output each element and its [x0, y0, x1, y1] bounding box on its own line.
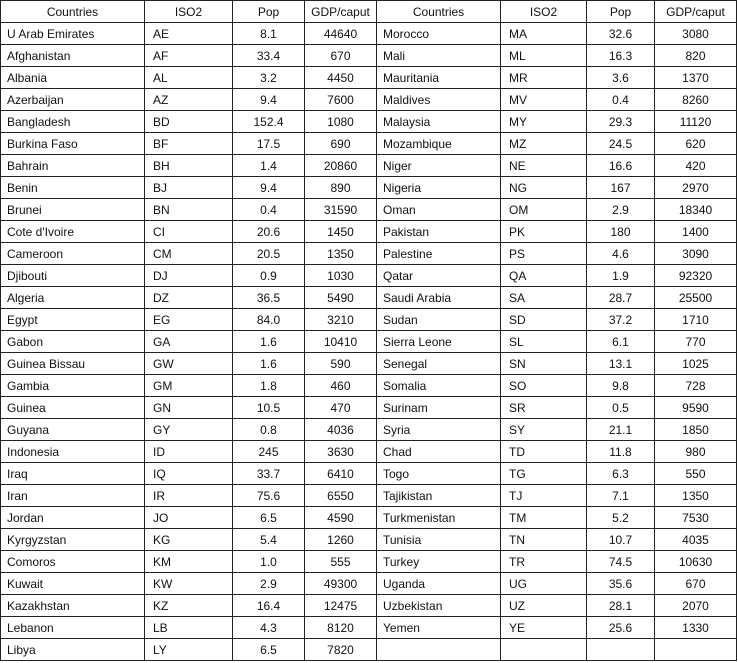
- iso2-cell: JO: [145, 507, 233, 529]
- iso2-cell: NG: [501, 177, 587, 199]
- iso2-cell: SN: [501, 353, 587, 375]
- pop-cell: 36.5: [233, 287, 305, 309]
- iso2-cell: TN: [501, 529, 587, 551]
- iso2-cell: AE: [145, 23, 233, 45]
- gdp-cell: 20860: [305, 155, 377, 177]
- pop-cell: 10.5: [233, 397, 305, 419]
- country-cell: Benin: [1, 177, 145, 199]
- iso2-cell: AL: [145, 67, 233, 89]
- country-cell: Cote d'Ivoire: [1, 221, 145, 243]
- gdp-cell: 92320: [655, 265, 737, 287]
- gdp-cell: 590: [305, 353, 377, 375]
- pop-cell: 16.6: [587, 155, 655, 177]
- pop-cell: 20.6: [233, 221, 305, 243]
- pop-cell: 37.2: [587, 309, 655, 331]
- country-cell: Kuwait: [1, 573, 145, 595]
- gdp-cell: 4035: [655, 529, 737, 551]
- country-cell: Uzbekistan: [377, 595, 501, 617]
- iso2-cell: AZ: [145, 89, 233, 111]
- pop-cell: 75.6: [233, 485, 305, 507]
- country-cell: Brunei: [1, 199, 145, 221]
- iso2-cell: UG: [501, 573, 587, 595]
- pop-cell: 28.7: [587, 287, 655, 309]
- country-cell: Jordan: [1, 507, 145, 529]
- gdp-cell: 555: [305, 551, 377, 573]
- gdp-cell: 7530: [655, 507, 737, 529]
- gdp-cell: 18340: [655, 199, 737, 221]
- pop-cell: 29.3: [587, 111, 655, 133]
- pop-cell: 35.6: [587, 573, 655, 595]
- gdp-cell: 620: [655, 133, 737, 155]
- gdp-cell: 1260: [305, 529, 377, 551]
- pop-cell: 24.5: [587, 133, 655, 155]
- iso2-cell: YE: [501, 617, 587, 639]
- gdp-cell: 3630: [305, 441, 377, 463]
- gdp-cell: 770: [655, 331, 737, 353]
- column-header: Countries: [377, 1, 501, 23]
- column-header: Pop: [233, 1, 305, 23]
- pop-cell: 152.4: [233, 111, 305, 133]
- iso2-cell: KM: [145, 551, 233, 573]
- iso2-cell: DZ: [145, 287, 233, 309]
- country-cell: Syria: [377, 419, 501, 441]
- pop-cell: 0.8: [233, 419, 305, 441]
- iso2-cell: IQ: [145, 463, 233, 485]
- country-cell: Turkey: [377, 551, 501, 573]
- iso2-cell: UZ: [501, 595, 587, 617]
- table-row: [1, 573, 737, 595]
- table-row: [1, 155, 737, 177]
- pop-cell: 5.4: [233, 529, 305, 551]
- pop-cell: 2.9: [587, 199, 655, 221]
- iso2-cell: GY: [145, 419, 233, 441]
- gdp-cell: 1330: [655, 617, 737, 639]
- table-row: [1, 265, 737, 287]
- iso2-cell: MZ: [501, 133, 587, 155]
- iso2-cell: KG: [145, 529, 233, 551]
- table-row: [1, 419, 737, 441]
- table-row: [1, 441, 737, 463]
- gdp-cell: 2070: [655, 595, 737, 617]
- table-row: [1, 243, 737, 265]
- pop-cell: 8.1: [233, 23, 305, 45]
- pop-cell: 33.7: [233, 463, 305, 485]
- country-cell: Tajikistan: [377, 485, 501, 507]
- iso2-cell: TR: [501, 551, 587, 573]
- iso2-cell: GA: [145, 331, 233, 353]
- iso2-cell: TD: [501, 441, 587, 463]
- gdp-cell: 4036: [305, 419, 377, 441]
- country-cell: Pakistan: [377, 221, 501, 243]
- gdp-cell: 690: [305, 133, 377, 155]
- pop-cell: 5.2: [587, 507, 655, 529]
- country-cell: Chad: [377, 441, 501, 463]
- gdp-cell: 1080: [305, 111, 377, 133]
- gdp-cell: 1350: [305, 243, 377, 265]
- column-header: Pop: [587, 1, 655, 23]
- gdp-cell: 460: [305, 375, 377, 397]
- pop-cell: 20.5: [233, 243, 305, 265]
- country-cell: Senegal: [377, 353, 501, 375]
- table-row: [1, 287, 737, 309]
- gdp-cell: 3080: [655, 23, 737, 45]
- gdp-cell: 10630: [655, 551, 737, 573]
- gdp-cell: 1370: [655, 67, 737, 89]
- gdp-cell: 3090: [655, 243, 737, 265]
- gdp-cell: 8260: [655, 89, 737, 111]
- country-cell: Gambia: [1, 375, 145, 397]
- pop-cell: 32.6: [587, 23, 655, 45]
- country-cell: Palestine: [377, 243, 501, 265]
- country-cell: Afghanistan: [1, 45, 145, 67]
- gdp-cell: 890: [305, 177, 377, 199]
- gdp-cell: 9590: [655, 397, 737, 419]
- gdp-cell: 550: [655, 463, 737, 485]
- iso2-cell: LY: [145, 639, 233, 661]
- iso2-cell: MV: [501, 89, 587, 111]
- iso2-cell: LB: [145, 617, 233, 639]
- country-cell: Surinam: [377, 397, 501, 419]
- country-cell: Saudi Arabia: [377, 287, 501, 309]
- table-row: [1, 617, 737, 639]
- country-cell: Albania: [1, 67, 145, 89]
- country-cell: Maldives: [377, 89, 501, 111]
- gdp-cell: 31590: [305, 199, 377, 221]
- gdp-cell: 5490: [305, 287, 377, 309]
- gdp-cell: 10410: [305, 331, 377, 353]
- table-row: [1, 89, 737, 111]
- country-cell: Libya: [1, 639, 145, 661]
- gdp-cell: 1030: [305, 265, 377, 287]
- country-cell: Mauritania: [377, 67, 501, 89]
- iso2-cell: ID: [145, 441, 233, 463]
- iso2-cell: MA: [501, 23, 587, 45]
- iso2-cell: BN: [145, 199, 233, 221]
- pop-cell: 2.9: [233, 573, 305, 595]
- iso2-cell: ML: [501, 45, 587, 67]
- iso2-cell: BF: [145, 133, 233, 155]
- table-row: [1, 331, 737, 353]
- pop-cell: 1.6: [233, 353, 305, 375]
- iso2-cell: GW: [145, 353, 233, 375]
- iso2-cell: BD: [145, 111, 233, 133]
- table-row: [1, 485, 737, 507]
- gdp-cell: 980: [655, 441, 737, 463]
- pop-cell: 4.6: [587, 243, 655, 265]
- gdp-cell: 7820: [305, 639, 377, 661]
- gdp-cell: 670: [305, 45, 377, 67]
- pop-cell: 245: [233, 441, 305, 463]
- pop-cell: 1.8: [233, 375, 305, 397]
- pop-cell: 1.0: [233, 551, 305, 573]
- table-row: [1, 133, 737, 155]
- iso2-cell: EG: [145, 309, 233, 331]
- iso2-cell: IR: [145, 485, 233, 507]
- country-cell: Burkina Faso: [1, 133, 145, 155]
- iso2-cell: SA: [501, 287, 587, 309]
- iso2-cell: BH: [145, 155, 233, 177]
- country-cell: Nigeria: [377, 177, 501, 199]
- country-cell: Guinea Bissau: [1, 353, 145, 375]
- table-row: [1, 45, 737, 67]
- pop-cell: 74.5: [587, 551, 655, 573]
- pop-cell: 0.5: [587, 397, 655, 419]
- gdp-cell: 6550: [305, 485, 377, 507]
- iso2-cell: SO: [501, 375, 587, 397]
- gdp-cell: 7600: [305, 89, 377, 111]
- country-cell: Indonesia: [1, 441, 145, 463]
- pop-cell: 16.3: [587, 45, 655, 67]
- country-cell: Comoros: [1, 551, 145, 573]
- gdp-cell: 1450: [305, 221, 377, 243]
- country-cell: Yemen: [377, 617, 501, 639]
- table-row: [1, 309, 737, 331]
- country-cell: Sudan: [377, 309, 501, 331]
- gdp-cell: 25500: [655, 287, 737, 309]
- country-cell: Egypt: [1, 309, 145, 331]
- pop-cell: 1.6: [233, 331, 305, 353]
- iso2-cell: KW: [145, 573, 233, 595]
- gdp-cell: 2970: [655, 177, 737, 199]
- iso2-cell: SR: [501, 397, 587, 419]
- pop-cell: 11.8: [587, 441, 655, 463]
- gdp-cell: 470: [305, 397, 377, 419]
- country-cell: [377, 639, 501, 661]
- country-cell: Iran: [1, 485, 145, 507]
- gdp-cell: 12475: [305, 595, 377, 617]
- country-cell: Bahrain: [1, 155, 145, 177]
- gdp-cell: 420: [655, 155, 737, 177]
- iso2-cell: MY: [501, 111, 587, 133]
- pop-cell: 9.4: [233, 177, 305, 199]
- pop-cell: 28.1: [587, 595, 655, 617]
- iso2-cell: CM: [145, 243, 233, 265]
- iso2-cell: DJ: [145, 265, 233, 287]
- gdp-cell: [655, 639, 737, 661]
- header-row: [1, 1, 737, 23]
- gdp-cell: 820: [655, 45, 737, 67]
- column-header: ISO2: [145, 1, 233, 23]
- gdp-cell: 1710: [655, 309, 737, 331]
- country-cell: Kazakhstan: [1, 595, 145, 617]
- pop-cell: 10.7: [587, 529, 655, 551]
- table-row: [1, 639, 737, 661]
- country-cell: Turkmenistan: [377, 507, 501, 529]
- table-row: [1, 595, 737, 617]
- country-cell: Guyana: [1, 419, 145, 441]
- table-row: [1, 375, 737, 397]
- pop-cell: 1.9: [587, 265, 655, 287]
- iso2-cell: [501, 639, 587, 661]
- pop-cell: 180: [587, 221, 655, 243]
- table-row: [1, 463, 737, 485]
- pop-cell: 16.4: [233, 595, 305, 617]
- pop-cell: 4.3: [233, 617, 305, 639]
- pop-cell: 3.6: [587, 67, 655, 89]
- iso2-cell: SD: [501, 309, 587, 331]
- pop-cell: 1.4: [233, 155, 305, 177]
- column-header: Countries: [1, 1, 145, 23]
- iso2-cell: SL: [501, 331, 587, 353]
- pop-cell: 167: [587, 177, 655, 199]
- gdp-cell: 728: [655, 375, 737, 397]
- country-cell: Cameroon: [1, 243, 145, 265]
- iso2-cell: GN: [145, 397, 233, 419]
- pop-cell: 6.3: [587, 463, 655, 485]
- iso2-cell: PS: [501, 243, 587, 265]
- gdp-cell: 4590: [305, 507, 377, 529]
- iso2-cell: OM: [501, 199, 587, 221]
- pop-cell: 21.1: [587, 419, 655, 441]
- pop-cell: 84.0: [233, 309, 305, 331]
- table-row: [1, 221, 737, 243]
- country-cell: U Arab Emirates: [1, 23, 145, 45]
- country-cell: Guinea: [1, 397, 145, 419]
- column-header: GDP/caput: [655, 1, 737, 23]
- pop-cell: 0.4: [233, 199, 305, 221]
- gdp-cell: 1850: [655, 419, 737, 441]
- table-row: [1, 177, 737, 199]
- iso2-cell: QA: [501, 265, 587, 287]
- country-cell: Niger: [377, 155, 501, 177]
- gdp-cell: 6410: [305, 463, 377, 485]
- gdp-cell: 11120: [655, 111, 737, 133]
- gdp-cell: 44640: [305, 23, 377, 45]
- table-row: [1, 551, 737, 573]
- gdp-cell: 1025: [655, 353, 737, 375]
- iso2-cell: AF: [145, 45, 233, 67]
- pop-cell: 0.9: [233, 265, 305, 287]
- table-row: [1, 111, 737, 133]
- country-cell: Qatar: [377, 265, 501, 287]
- pop-cell: 17.5: [233, 133, 305, 155]
- pop-cell: 6.1: [587, 331, 655, 353]
- country-cell: Azerbaijan: [1, 89, 145, 111]
- pop-cell: 9.4: [233, 89, 305, 111]
- iso2-cell: TM: [501, 507, 587, 529]
- pop-cell: 6.5: [233, 639, 305, 661]
- country-cell: Algeria: [1, 287, 145, 309]
- table-row: [1, 23, 737, 45]
- gdp-cell: 3210: [305, 309, 377, 331]
- column-header: ISO2: [501, 1, 587, 23]
- table-row: [1, 353, 737, 375]
- iso2-cell: SY: [501, 419, 587, 441]
- table-row: [1, 529, 737, 551]
- pop-cell: 6.5: [233, 507, 305, 529]
- gdp-cell: 1400: [655, 221, 737, 243]
- iso2-cell: KZ: [145, 595, 233, 617]
- country-cell: Tunisia: [377, 529, 501, 551]
- iso2-cell: TJ: [501, 485, 587, 507]
- country-cell: Kyrgyzstan: [1, 529, 145, 551]
- gdp-cell: 670: [655, 573, 737, 595]
- gdp-cell: 8120: [305, 617, 377, 639]
- table-row: [1, 507, 737, 529]
- country-cell: Bangladesh: [1, 111, 145, 133]
- pop-cell: 0.4: [587, 89, 655, 111]
- country-cell: Djibouti: [1, 265, 145, 287]
- table-row: [1, 199, 737, 221]
- pop-cell: 25.6: [587, 617, 655, 639]
- country-cell: Morocco: [377, 23, 501, 45]
- country-cell: Iraq: [1, 463, 145, 485]
- pop-cell: 33.4: [233, 45, 305, 67]
- country-cell: Oman: [377, 199, 501, 221]
- iso2-cell: MR: [501, 67, 587, 89]
- country-cell: Gabon: [1, 331, 145, 353]
- iso2-cell: PK: [501, 221, 587, 243]
- pop-cell: 3.2: [233, 67, 305, 89]
- table-body: [1, 23, 737, 661]
- country-cell: Malaysia: [377, 111, 501, 133]
- iso2-cell: TG: [501, 463, 587, 485]
- country-cell: Lebanon: [1, 617, 145, 639]
- table-row: [1, 397, 737, 419]
- country-cell: Mozambique: [377, 133, 501, 155]
- gdp-cell: 4450: [305, 67, 377, 89]
- pop-cell: 13.1: [587, 353, 655, 375]
- iso2-cell: GM: [145, 375, 233, 397]
- column-header: GDP/caput: [305, 1, 377, 23]
- iso2-cell: NE: [501, 155, 587, 177]
- country-cell: Somalia: [377, 375, 501, 397]
- iso2-cell: BJ: [145, 177, 233, 199]
- iso2-cell: CI: [145, 221, 233, 243]
- table-row: [1, 67, 737, 89]
- gdp-cell: 49300: [305, 573, 377, 595]
- pop-cell: 9.8: [587, 375, 655, 397]
- country-cell: Uganda: [377, 573, 501, 595]
- country-cell: Togo: [377, 463, 501, 485]
- pop-cell: 7.1: [587, 485, 655, 507]
- gdp-cell: 1350: [655, 485, 737, 507]
- country-cell: Mali: [377, 45, 501, 67]
- country-cell: Sierra Leone: [377, 331, 501, 353]
- pop-cell: [587, 639, 655, 661]
